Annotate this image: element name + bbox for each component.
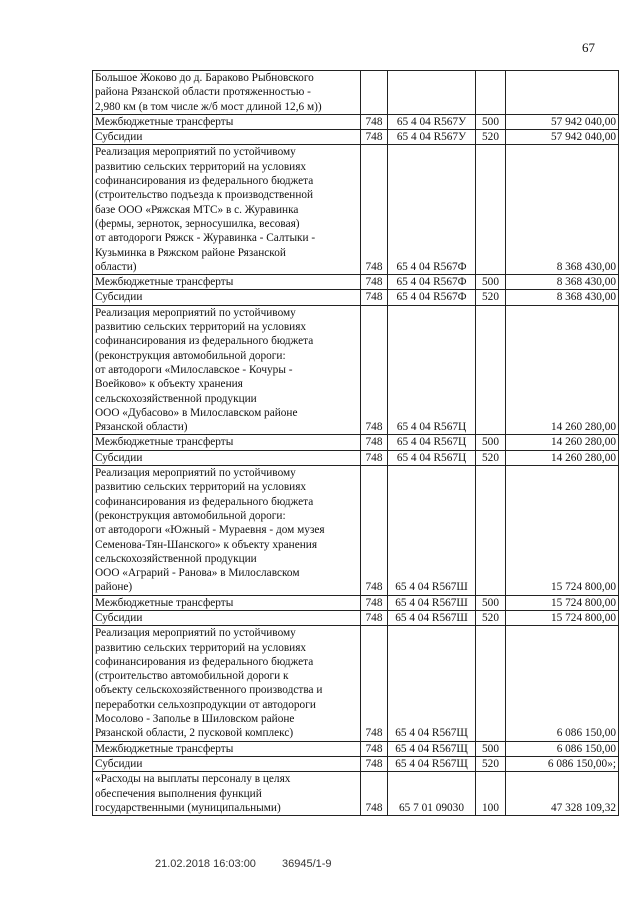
cell-csr	[388, 71, 476, 115]
budget-table-body	[93, 71, 619, 816]
cell-csr: 65 4 04 R567Ф	[388, 290, 476, 305]
table-row	[93, 435, 619, 450]
table-row	[93, 595, 619, 610]
footer-timestamp: 21.02.2018 16:03:00	[155, 858, 256, 870]
cell-ved: 748	[361, 756, 388, 771]
table-row	[93, 275, 619, 290]
cell-csr: 65 4 04 R567Щ	[388, 756, 476, 771]
cell-ved: 748	[361, 772, 388, 816]
table-row	[93, 450, 619, 465]
cell-sum: 6 086 150,00	[506, 741, 619, 756]
table-row	[93, 741, 619, 756]
cell-sum: 8 368 430,00	[506, 145, 619, 275]
cell-csr: 65 4 04 R567Ш	[388, 466, 476, 596]
cell-name: Межбюджетные трансферты	[93, 275, 361, 290]
cell-csr: 65 4 04 R567Ц	[388, 450, 476, 465]
cell-name: «Расходы на выплаты персоналу в целях обеспечения выполнения функций государственными (муниципальными)	[93, 772, 361, 816]
cell-vr: 500	[476, 435, 506, 450]
cell-sum: 8 368 430,00	[506, 275, 619, 290]
cell-name: Субсидии	[93, 450, 361, 465]
cell-sum: 14 260 280,00	[506, 450, 619, 465]
cell-csr: 65 4 04 R567Ц	[388, 305, 476, 435]
cell-ved: 748	[361, 275, 388, 290]
footer-doc-id: 36945/1-9	[282, 858, 332, 870]
cell-csr: 65 4 04 R567Ф	[388, 275, 476, 290]
cell-name: Межбюджетные трансферты	[93, 114, 361, 129]
cell-csr: 65 4 04 R567Ц	[388, 435, 476, 450]
cell-sum: 14 260 280,00	[506, 435, 619, 450]
cell-csr: 65 4 04 R567Щ	[388, 741, 476, 756]
cell-sum: 6 086 150,00»;	[506, 756, 619, 771]
cell-csr: 65 4 04 R567Ш	[388, 610, 476, 625]
cell-name: Реализация мероприятий по устойчивому развитию сельских территорий на условиях софинансирования из федерального бюджета (строительство автомобильной дороги к объекту сельскохозяйственного производства и переработки сельхозпродукции от автодороги Мосолово - Заполье в Шиловском районе Рязанской области, 2 пусковой комплекс)	[93, 626, 361, 741]
cell-sum: 47 328 109,32	[506, 772, 619, 816]
cell-vr: 500	[476, 595, 506, 610]
cell-ved: 748	[361, 595, 388, 610]
cell-vr: 500	[476, 741, 506, 756]
cell-sum: 15 724 800,00	[506, 610, 619, 625]
cell-vr	[476, 305, 506, 435]
cell-vr: 520	[476, 756, 506, 771]
cell-name: Реализация мероприятий по устойчивому развитию сельских территорий на условиях софинансирования из федерального бюджета (реконструкция автомобильной дороги: от автодороги «Южный - Мураевня - дом музея Семенова-Тян-Шанского» к объекту хранения сельскохозяйственной продукции ООО «Аграрий - Ранова» в Милославском районе)	[93, 466, 361, 596]
cell-vr	[476, 71, 506, 115]
cell-vr: 520	[476, 290, 506, 305]
table-row	[93, 772, 619, 816]
cell-csr: 65 4 04 R567Щ	[388, 626, 476, 741]
cell-ved: 748	[361, 290, 388, 305]
cell-sum: 15 724 800,00	[506, 595, 619, 610]
cell-sum	[506, 71, 619, 115]
cell-vr	[476, 626, 506, 741]
cell-csr: 65 4 04 R567Ш	[388, 595, 476, 610]
table-row	[93, 626, 619, 741]
cell-sum: 57 942 040,00	[506, 114, 619, 129]
cell-ved: 748	[361, 741, 388, 756]
cell-csr: 65 4 04 R567Ф	[388, 145, 476, 275]
table-row	[93, 756, 619, 771]
table-row	[93, 145, 619, 275]
cell-csr: 65 7 01 09030	[388, 772, 476, 816]
cell-vr: 520	[476, 130, 506, 145]
cell-ved: 748	[361, 450, 388, 465]
cell-sum: 15 724 800,00	[506, 466, 619, 596]
cell-vr: 520	[476, 450, 506, 465]
cell-ved: 748	[361, 145, 388, 275]
table-row	[93, 290, 619, 305]
table-row	[93, 130, 619, 145]
cell-name: Большое Жоково до д. Бараково Рыбновского района Рязанской области протяженностью - 2,980 км (в том числе ж/б мост длиной 12,6 м))	[93, 71, 361, 115]
cell-name: Межбюджетные трансферты	[93, 595, 361, 610]
cell-ved: 748	[361, 305, 388, 435]
cell-name: Реализация мероприятий по устойчивому развитию сельских территорий на условиях софинансирования из федерального бюджета (строительство подъезда к производственной базе ООО «Ряжская МТС» в с. Журавинка (фермы, зерноток, зерносушилка, весовая) от автодороги Ряжск - Журавинка - Салтыки - Кузьминка в Ряжском районе Рязанской области)	[93, 145, 361, 275]
cell-name: Субсидии	[93, 130, 361, 145]
cell-ved: 748	[361, 435, 388, 450]
table-row	[93, 114, 619, 129]
table-row	[93, 466, 619, 596]
cell-csr: 65 4 04 R567У	[388, 130, 476, 145]
cell-sum: 14 260 280,00	[506, 305, 619, 435]
cell-ved: 748	[361, 626, 388, 741]
cell-ved	[361, 71, 388, 115]
cell-name: Субсидии	[93, 610, 361, 625]
cell-vr: 100	[476, 772, 506, 816]
cell-csr: 65 4 04 R567У	[388, 114, 476, 129]
budget-table	[92, 70, 619, 816]
cell-vr: 520	[476, 610, 506, 625]
cell-ved: 748	[361, 130, 388, 145]
cell-name: Реализация мероприятий по устойчивому развитию сельских территорий на условиях софинансирования из федерального бюджета (реконструкция автомобильной дороги: от автодороги «Милославское - Кочуры - Воейково» к объекту хранения сельскохозяйственной продукции ООО «Дубасово» в Милославском районе Рязанской области)	[93, 305, 361, 435]
cell-ved: 748	[361, 466, 388, 596]
cell-vr: 500	[476, 275, 506, 290]
cell-vr	[476, 145, 506, 275]
cell-name: Межбюджетные трансферты	[93, 435, 361, 450]
table-row	[93, 305, 619, 435]
page-number: 67	[582, 40, 595, 55]
cell-ved: 748	[361, 114, 388, 129]
cell-name: Субсидии	[93, 290, 361, 305]
cell-name: Межбюджетные трансферты	[93, 741, 361, 756]
cell-sum: 6 086 150,00	[506, 626, 619, 741]
table-row	[93, 71, 619, 115]
cell-sum: 57 942 040,00	[506, 130, 619, 145]
cell-sum: 8 368 430,00	[506, 290, 619, 305]
cell-ved: 748	[361, 610, 388, 625]
cell-vr: 500	[476, 114, 506, 129]
table-row	[93, 610, 619, 625]
cell-name: Субсидии	[93, 756, 361, 771]
cell-vr	[476, 466, 506, 596]
